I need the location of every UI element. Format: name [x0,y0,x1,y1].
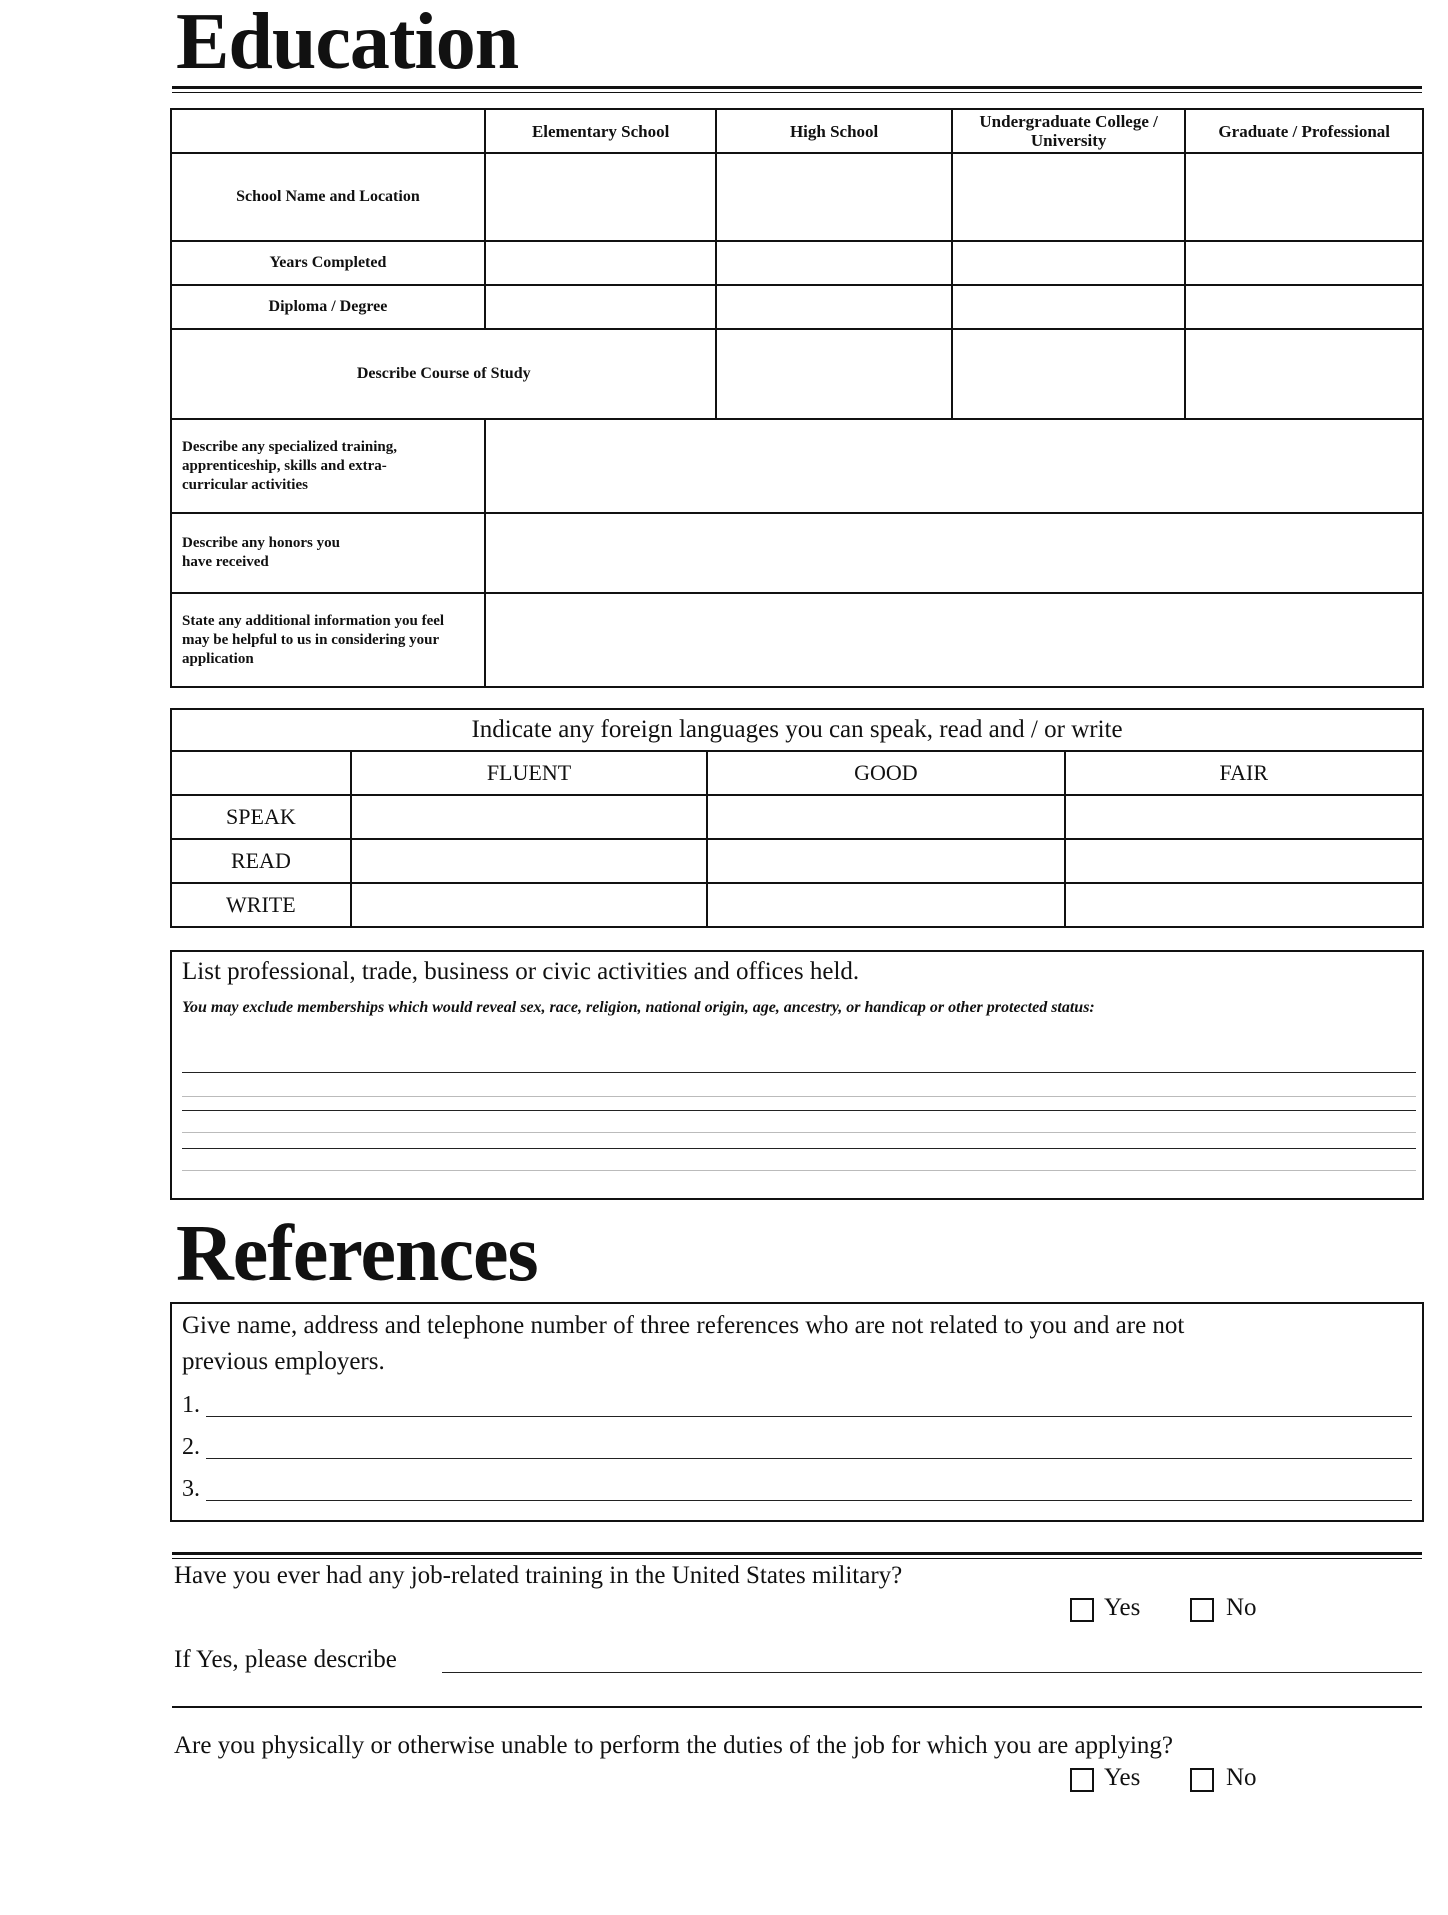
skill-write: WRITE [171,883,351,927]
languages-table [170,708,1424,928]
physical-no-label: No [1226,1764,1257,1791]
col-graduate: Graduate / Professional [1185,109,1423,153]
row-additional-label: State any additional information you feel may be helpful to us in considering your application [182,612,445,667]
military-question: Have you ever had any job-related training in the United States military? [174,1562,903,1589]
honors-field[interactable] [485,513,1423,593]
military-yes-label: Yes [1104,1594,1141,1621]
level-good: GOOD [707,751,1064,795]
col-undergraduate: Undergraduate College / University [952,109,1186,153]
reference-2-number: 2. [182,1434,200,1460]
school-name-high-field[interactable] [716,153,951,241]
activities-box [170,950,1424,1200]
skill-read: READ [171,839,351,883]
row-course: Describe Course of Study [171,329,716,419]
col-high-school: High School [716,109,951,153]
speak-good-field[interactable] [707,795,1064,839]
activities-line-3[interactable] [182,1110,1416,1111]
diploma-high-field[interactable] [716,285,951,329]
references-instruction-1: Give name, address and telephone number of three references who are not related to you and are not [182,1312,1185,1339]
education-table [170,108,1424,688]
questions-divider [172,1552,1422,1555]
row-years: Years Completed [171,241,485,285]
row-honors-label: Describe any honors you have received [182,535,340,570]
references-heading: References [176,1210,538,1298]
course-undergrad-field[interactable] [952,329,1186,419]
activities-line-6[interactable] [182,1170,1416,1171]
speak-fair-field[interactable] [1065,795,1423,839]
military-no-checkbox[interactable] [1190,1598,1214,1622]
questions-divider-thin [172,1558,1422,1559]
physical-yes-label: Yes [1104,1764,1141,1791]
physical-question: Are you physically or otherwise unable to perform the duties of the job for which you are applying? [174,1732,1174,1759]
write-good-field[interactable] [707,883,1064,927]
school-name-undergrad-field[interactable] [952,153,1186,241]
languages-corner [171,751,351,795]
education-heading: Education [176,0,519,86]
read-good-field[interactable] [707,839,1064,883]
military-no-label: No [1226,1594,1257,1621]
describe-line[interactable] [442,1672,1422,1673]
activities-line-5[interactable] [182,1148,1416,1149]
diploma-undergrad-field[interactable] [952,285,1186,329]
row-training-label: Describe any specialized training, apprenticeship, skills and extra-curricular activities [182,438,397,493]
diploma-elementary-field[interactable] [485,285,717,329]
read-fluent-field[interactable] [351,839,707,883]
row-additional [171,593,485,687]
write-fluent-field[interactable] [351,883,707,927]
years-undergrad-field[interactable] [952,241,1186,285]
skill-speak: SPEAK [171,795,351,839]
years-high-field[interactable] [716,241,951,285]
col-elementary: Elementary School [485,109,717,153]
row-honors [171,513,485,593]
row-diploma: Diploma / Degree [171,285,485,329]
activities-line-1[interactable] [182,1072,1416,1073]
reference-1-line[interactable] [206,1416,1412,1417]
years-elementary-field[interactable] [485,241,717,285]
speak-fluent-field[interactable] [351,795,707,839]
read-fair-field[interactable] [1065,839,1423,883]
course-high-field[interactable] [716,329,951,419]
activities-line-2[interactable] [182,1096,1416,1097]
school-name-elementary-field[interactable] [485,153,717,241]
write-fair-field[interactable] [1065,883,1423,927]
references-instruction-2: previous employers. [182,1348,385,1375]
activities-line-4[interactable] [182,1132,1416,1133]
training-field[interactable] [485,419,1423,513]
course-graduate-field[interactable] [1185,329,1423,419]
reference-2-line[interactable] [206,1458,1412,1459]
languages-title: Indicate any foreign languages you can speak, read and / or write [171,709,1423,751]
military-yes-checkbox[interactable] [1070,1598,1094,1622]
level-fluent: FLUENT [351,751,707,795]
diploma-graduate-field[interactable] [1185,285,1423,329]
education-divider [172,86,1422,89]
references-box [170,1302,1424,1522]
describe-label: If Yes, please describe [174,1646,397,1673]
corner-cell [171,109,485,153]
reference-3-number: 3. [182,1476,200,1502]
activities-title: List professional, trade, business or civic activities and offices held. [182,958,860,985]
reference-1-number: 1. [182,1392,200,1418]
row-school-name: School Name and Location [171,153,485,241]
additional-field[interactable] [485,593,1423,687]
reference-3-line[interactable] [206,1500,1412,1501]
school-name-graduate-field[interactable] [1185,153,1423,241]
row-training [171,419,485,513]
years-graduate-field[interactable] [1185,241,1423,285]
physical-no-checkbox[interactable] [1190,1768,1214,1792]
physical-yes-checkbox[interactable] [1070,1768,1094,1792]
level-fair: FAIR [1065,751,1423,795]
activities-note: You may exclude memberships which would reveal sex, race, religion, national origin, age, ancestry, or handicap or other protected status: [182,999,1095,1016]
education-divider-thin [172,92,1422,93]
describe-line-2[interactable] [172,1706,1422,1708]
